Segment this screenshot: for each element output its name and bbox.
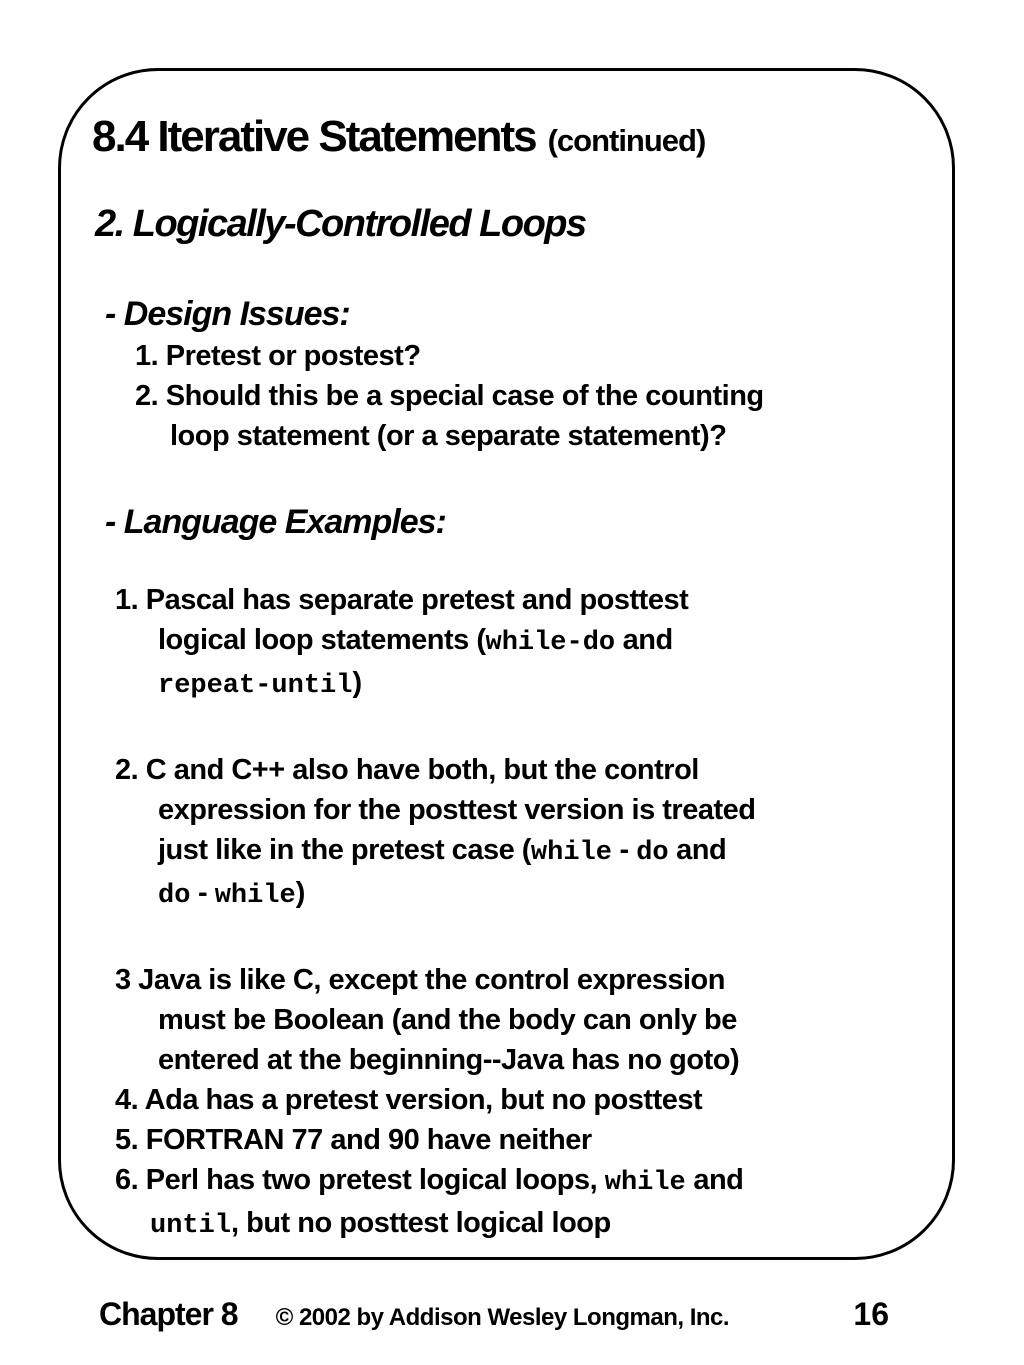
code-text: do (636, 838, 669, 868)
slide-title-suffix: (continued) (547, 123, 706, 158)
footer-page-number: 16 (853, 1296, 889, 1332)
code-text: until (150, 1211, 232, 1241)
slide-line (95, 620, 940, 663)
slide-line (95, 376, 940, 416)
slide-line (95, 200, 940, 248)
body-text: ) (295, 877, 305, 909)
examples-java-ada-fortran-perl (95, 960, 940, 1246)
slide-body (95, 200, 940, 1246)
body-text: 2. C and C++ also have both, but the control (115, 754, 699, 786)
design-issues (95, 292, 940, 456)
code-text: while (604, 1168, 686, 1198)
slide-title (92, 112, 705, 162)
body-text: expression for the posttest version is treated (158, 794, 756, 826)
slide-line (95, 790, 940, 830)
slide-line (95, 663, 940, 706)
body-text: 1. Pretest or postest? (135, 340, 421, 372)
slide-line (95, 500, 940, 544)
example-pascal (95, 580, 940, 706)
slide-line (95, 1000, 940, 1040)
body-text: and (668, 834, 727, 866)
code-text: do (158, 881, 191, 911)
footer-copyright-text: © 2002 by Addison Wesley Longman, Inc. (275, 1304, 730, 1331)
code-text: while (214, 881, 296, 911)
body-text: must be Boolean (and the body can only be (158, 1004, 737, 1036)
slide-line (95, 416, 940, 456)
slide-line (95, 336, 940, 376)
body-text: entered at the beginning--Java has no goto) (158, 1044, 740, 1076)
body-text: and (685, 1164, 744, 1196)
slide-line (95, 580, 940, 620)
body-text: 5. FORTRAN 77 and 90 have neither (115, 1124, 592, 1156)
body-text: - Language Examples: (105, 503, 446, 541)
body-text: - (190, 877, 215, 909)
section-heading (95, 200, 940, 248)
body-text: 1. Pascal has separate pretest and posttest (115, 584, 689, 616)
code-text: repeat-until (158, 671, 353, 701)
body-text: loop statement (or a separate statement)? (170, 420, 727, 452)
slide-title-text: 8.4 Iterative Statements (92, 112, 536, 161)
slide-line (95, 1040, 940, 1080)
body-text: logical loop statements ( (158, 624, 486, 656)
slide-line (95, 1120, 940, 1160)
slide-line (95, 960, 940, 1000)
body-text: 4. Ada has a pretest version, but no posttest (115, 1084, 703, 1116)
body-text: 2. Should this be a special case of the counting (135, 380, 764, 412)
body-text: 2. Logically-Controlled Loops (95, 203, 586, 245)
example-c-cpp (95, 750, 940, 916)
slide-footer (99, 1296, 889, 1333)
slide-line (95, 750, 940, 790)
slide-line (95, 292, 940, 336)
body-text: - Design Issues: (105, 295, 350, 333)
slide-line (95, 1203, 940, 1246)
slide-line (95, 830, 940, 873)
code-text: while (530, 838, 612, 868)
body-text: 6. Perl has two pretest logical loops, (115, 1164, 605, 1196)
slide-line (95, 1080, 940, 1120)
body-text: just like in the pretest case ( (158, 834, 531, 866)
body-text: 3 Java is like C, except the control expression (115, 964, 725, 996)
body-text: and (615, 624, 673, 656)
footer-chapter-label: Chapter 8 (99, 1296, 238, 1332)
slide-line (95, 1160, 940, 1203)
code-text: while-do (485, 628, 616, 658)
body-text: ) (352, 667, 362, 699)
body-text: , but no posttest logical loop (231, 1207, 611, 1239)
body-text: - (611, 834, 637, 866)
language-examples-label (95, 500, 940, 544)
slide-line (95, 873, 940, 916)
